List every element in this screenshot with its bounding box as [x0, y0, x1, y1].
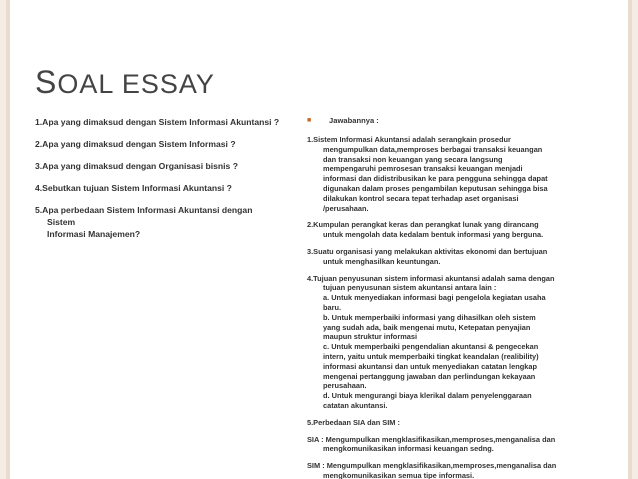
questions-column	[35, 116, 280, 250]
answer-line: intern, yaitu untuk memperbaiki tingkat keandalan (realibility)	[323, 351, 539, 361]
question-item	[35, 138, 280, 150]
answer-item	[307, 418, 562, 428]
answer-line: c. Untuk memperbaiki pengendalian akuntansi & pengecekan	[323, 342, 539, 352]
answer-line: a. Untuk menyediakan informasi bagi pengelola kegiatan usaha	[323, 293, 546, 303]
answer-line: mengumpulkan data,memproses berbagai transaksi keuangan	[323, 144, 543, 154]
answer-item	[307, 220, 562, 240]
question-item	[35, 204, 280, 240]
slide-title	[35, 64, 215, 101]
answer-text: SIM : Mengumpulkan mengklasifikasikan,memproses,menganalisa dan	[307, 461, 557, 471]
question-text-cont: Informasi Manajemen?	[47, 229, 141, 239]
answer-heading: Jawabannya :	[329, 116, 379, 125]
question-text: 3.Apa yang dimaksud dengan Organisasi bisnis ?	[35, 161, 238, 171]
answer-item	[307, 274, 562, 411]
answer-line: untuk menghasilkan keuntungan.	[323, 256, 441, 266]
left-border-decoration	[0, 0, 10, 479]
answer-item	[307, 461, 562, 479]
answer-line: mengkomunikasikan semua tipe informasi.	[323, 470, 475, 479]
answers-column	[307, 116, 562, 479]
answer-text: 1.Sistem Informasi Akuntansi adalah serangkain prosedur	[307, 135, 511, 144]
answer-line: maupun struktur informasi	[323, 332, 418, 342]
answer-item	[307, 435, 562, 455]
answer-line: catatan akuntansi.	[323, 400, 388, 410]
answer-line: dan transaksi non keuangan yang secara langsung	[323, 154, 503, 164]
bullet-icon: ■	[307, 117, 312, 124]
answer-item	[307, 135, 562, 213]
answer-line: untuk mengolah data kedalam bentuk informasi yang berguna.	[323, 230, 544, 240]
answer-line: perusahaan.	[323, 381, 367, 391]
question-text: 4.Sebutkan tujuan Sistem Informasi Akuntansi ?	[35, 183, 232, 193]
answer-heading-row	[307, 116, 562, 125]
right-border-decoration	[628, 0, 638, 479]
answer-line: tujuan penyusunan sistem akuntansi antara lain :	[323, 283, 497, 293]
question-item	[35, 182, 280, 194]
answer-line: informasi dan didistribusikan ke para pengguna sehingga dapat	[323, 174, 548, 184]
answer-line: mempengaruhi pemrosesan transaksi keuangan menjadi	[323, 164, 523, 174]
title-rest: OAL ESSAY	[57, 69, 215, 99]
answer-text: 2.Kumpulan perangkat keras dan perangkat lunak yang dirancang	[307, 220, 539, 230]
question-item	[35, 160, 280, 172]
question-text: 1.Apa yang dimaksud dengan Sistem Informasi Akuntansi ?	[35, 117, 280, 127]
answer-line: baru.	[323, 302, 342, 312]
answer-text: SIA : Mengumpulkan mengklasifikasikan,memproses,menganalisa dan	[307, 434, 556, 444]
answer-line: mengkomunikasikan informasi keuangan sedng.	[323, 444, 494, 454]
answer-line: b. Untuk memperbaiki informasi yang dihasilkan oleh sistem	[323, 312, 536, 322]
question-text: 5.Apa perbedaan Sistem Informasi Akuntansi dengan Sistem	[35, 205, 253, 227]
answer-line: yang sudah ada, baik mengenai mutu, Ketepatan penyajian	[323, 322, 531, 332]
answer-item	[307, 247, 562, 267]
question-item	[35, 116, 280, 128]
answer-line: digunakan dalam proses pengambilan keputusan sehingga bisa	[323, 183, 548, 193]
answer-text: 5.Perbedaan SIA dan SIM :	[307, 417, 400, 427]
question-text: 2.Apa yang dimaksud dengan Sistem Informasi ?	[35, 139, 236, 149]
answer-line: d. Untuk mengurangi biaya klerikal dalam penyelenggaraan	[323, 391, 532, 401]
title-cap: S	[35, 64, 58, 100]
answer-line: mengenai pertanggung jawaban dan perlindungan kekayaan	[323, 371, 536, 381]
answer-line: dilakukan kontrol secara tepat terhadap aset organisasi	[323, 193, 519, 203]
answer-line: informasi akuntansi dan untuk menyediakan catatan lengkap	[323, 361, 537, 371]
answer-text: 4.Tujuan penyusunan sistem informasi akuntansi adalah sama dengan	[307, 273, 555, 283]
answer-text: 3.Suatu organisasi yang melakukan aktivitas ekonomi dan bertujuan	[307, 246, 548, 256]
answer-line: /perusahaan.	[323, 203, 369, 213]
